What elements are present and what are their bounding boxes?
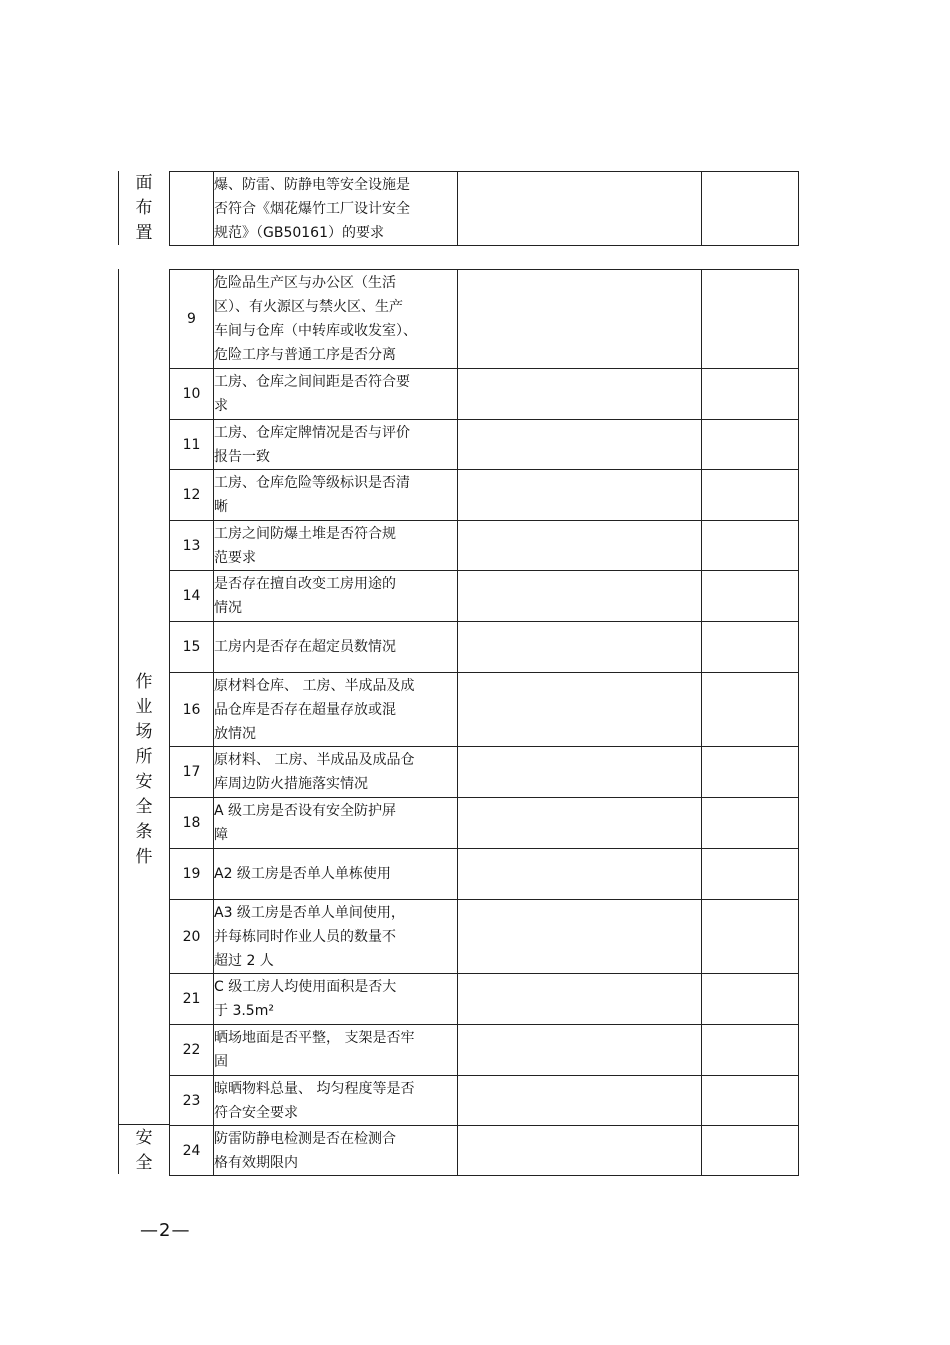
remarks-cell[interactable] (702, 470, 799, 521)
item-description: 危险品生产区与办公区（生活 区）、有火源区与禁火区、生产 车间与仓库（中转库或收发室）、 危险工序与普通工序是否分离 (214, 275, 417, 363)
item-number: 14 (170, 571, 214, 622)
remarks-cell[interactable] (702, 1076, 799, 1126)
item-description-cell (214, 270, 458, 369)
remarks-cell[interactable] (702, 673, 799, 747)
table-row (170, 521, 799, 571)
remarks-cell[interactable] (702, 747, 799, 798)
item-number: 18 (170, 798, 214, 849)
category-divider (118, 1124, 170, 1125)
item-description: 工房、仓库危险等级标识是否清 晰 (214, 475, 410, 515)
remarks-cell[interactable] (702, 849, 799, 900)
top-category-left-border (118, 171, 119, 245)
item-description: 工房、仓库之间间距是否符合要 求 (214, 374, 410, 414)
item-description-cell (214, 747, 458, 798)
remarks-cell[interactable] (702, 172, 799, 246)
table-row (170, 849, 799, 900)
item-number: 10 (170, 369, 214, 420)
table-row (170, 420, 799, 470)
item-number: 17 (170, 747, 214, 798)
item-description-cell (214, 974, 458, 1025)
table-row (170, 622, 799, 673)
table-row (170, 470, 799, 521)
item-description: 晾晒物料总量、 均匀程度等是否 符合安全要求 (214, 1080, 415, 1121)
item-description-cell (214, 849, 458, 900)
table-row (170, 747, 799, 798)
item-description-cell (214, 1126, 458, 1176)
item-number: 24 (170, 1126, 214, 1176)
item-number: 12 (170, 470, 214, 521)
top-category-label: 面 布 置 (135, 173, 153, 243)
remarks-cell[interactable] (702, 420, 799, 470)
inspection-result-cell[interactable] (458, 974, 702, 1025)
inspection-result-cell[interactable] (458, 673, 702, 747)
item-description-cell (214, 369, 458, 420)
inspection-result-cell[interactable] (458, 1076, 702, 1126)
remarks-cell[interactable] (702, 270, 799, 369)
page-number: —2— (140, 1220, 191, 1241)
item-description-cell (214, 622, 458, 673)
item-description-cell (214, 673, 458, 747)
table-row (170, 1126, 799, 1176)
inspection-result-cell[interactable] (458, 622, 702, 673)
remarks-cell[interactable] (702, 521, 799, 571)
item-description-cell (214, 571, 458, 622)
top-table (169, 171, 799, 246)
remarks-cell[interactable] (702, 974, 799, 1025)
inspection-result-cell[interactable] (458, 420, 702, 470)
item-description-cell (214, 172, 458, 246)
item-description: A3 级工房是否单人单间使用， 并每栋同时作业人员的数量不 超过 2 人 (214, 904, 405, 969)
inspection-result-cell[interactable] (458, 369, 702, 420)
table-row (170, 571, 799, 622)
table-row (170, 270, 799, 369)
table-row (170, 1025, 799, 1076)
item-description: A2 级工房是否单人单栋使用 (214, 866, 391, 882)
item-number: 20 (170, 900, 214, 974)
item-description: A 级工房是否设有安全防护屏 障 (214, 803, 397, 843)
inspection-result-cell[interactable] (458, 849, 702, 900)
safety-category-label: 安 全 (135, 1128, 153, 1173)
table-row (170, 1076, 799, 1126)
item-description: 工房、仓库定牌情况是否与评价 报告一致 (214, 424, 410, 465)
inspection-result-cell[interactable] (458, 1025, 702, 1076)
remarks-cell[interactable] (702, 571, 799, 622)
item-number: 9 (170, 270, 214, 369)
table-row (170, 798, 799, 849)
main-category-left-border (118, 269, 119, 1174)
item-number: 16 (170, 673, 214, 747)
item-description-cell (214, 798, 458, 849)
inspection-result-cell[interactable] (458, 1126, 702, 1176)
item-number: 22 (170, 1025, 214, 1076)
item-description: 防雷防静电检测是否在检测合 格有效期限内 (214, 1130, 396, 1171)
item-number: 13 (170, 521, 214, 571)
item-description-cell (214, 521, 458, 571)
table-row (170, 673, 799, 747)
item-description: 工房内是否存在超定员数情况 (214, 639, 396, 655)
remarks-cell[interactable] (702, 369, 799, 420)
item-number: 11 (170, 420, 214, 470)
item-description-cell (214, 420, 458, 470)
inspection-result-cell[interactable] (458, 172, 702, 246)
work-category-label: 作 业 场 所 安 全 条 件 (135, 672, 153, 867)
item-description: 爆、防雷、防静电等安全设施是 否符合《烟花爆竹工厂设计安全 规范》（GB50161）的要求 (214, 176, 410, 241)
item-description: 工房之间防爆土堆是否符合规 范要求 (214, 525, 396, 566)
item-description: 晒场地面是否平整， 支架是否牢 固 (214, 1030, 415, 1070)
inspection-result-cell[interactable] (458, 900, 702, 974)
item-description: 原材料仓库、 工房、半成品及成 品仓库是否存在超量存放或混 放情况 (214, 677, 415, 742)
inspection-result-cell[interactable] (458, 521, 702, 571)
remarks-cell[interactable] (702, 1126, 799, 1176)
item-number (170, 172, 214, 246)
remarks-cell[interactable] (702, 900, 799, 974)
item-description-cell (214, 1025, 458, 1076)
table-row (170, 172, 799, 246)
item-number: 15 (170, 622, 214, 673)
main-table (169, 269, 799, 1176)
inspection-result-cell[interactable] (458, 798, 702, 849)
table-row (170, 900, 799, 974)
item-description: 是否存在擅自改变工房用途的 情况 (214, 576, 396, 616)
item-number: 21 (170, 974, 214, 1025)
inspection-result-cell[interactable] (458, 270, 702, 369)
item-description-cell (214, 1076, 458, 1126)
remarks-cell[interactable] (702, 798, 799, 849)
inspection-result-cell[interactable] (458, 571, 702, 622)
inspection-result-cell[interactable] (458, 747, 702, 798)
item-description: C 级工房人均使用面积是否大 于 3.5m² (214, 979, 397, 1019)
remarks-cell[interactable] (702, 1025, 799, 1076)
table-row (170, 369, 799, 420)
inspection-result-cell[interactable] (458, 470, 702, 521)
item-description-cell (214, 470, 458, 521)
item-description-cell (214, 900, 458, 974)
remarks-cell[interactable] (702, 622, 799, 673)
table-row (170, 974, 799, 1025)
item-number: 19 (170, 849, 214, 900)
item-description: 原材料、 工房、半成品及成品仓 库周边防火措施落实情况 (214, 752, 415, 792)
item-number: 23 (170, 1076, 214, 1126)
